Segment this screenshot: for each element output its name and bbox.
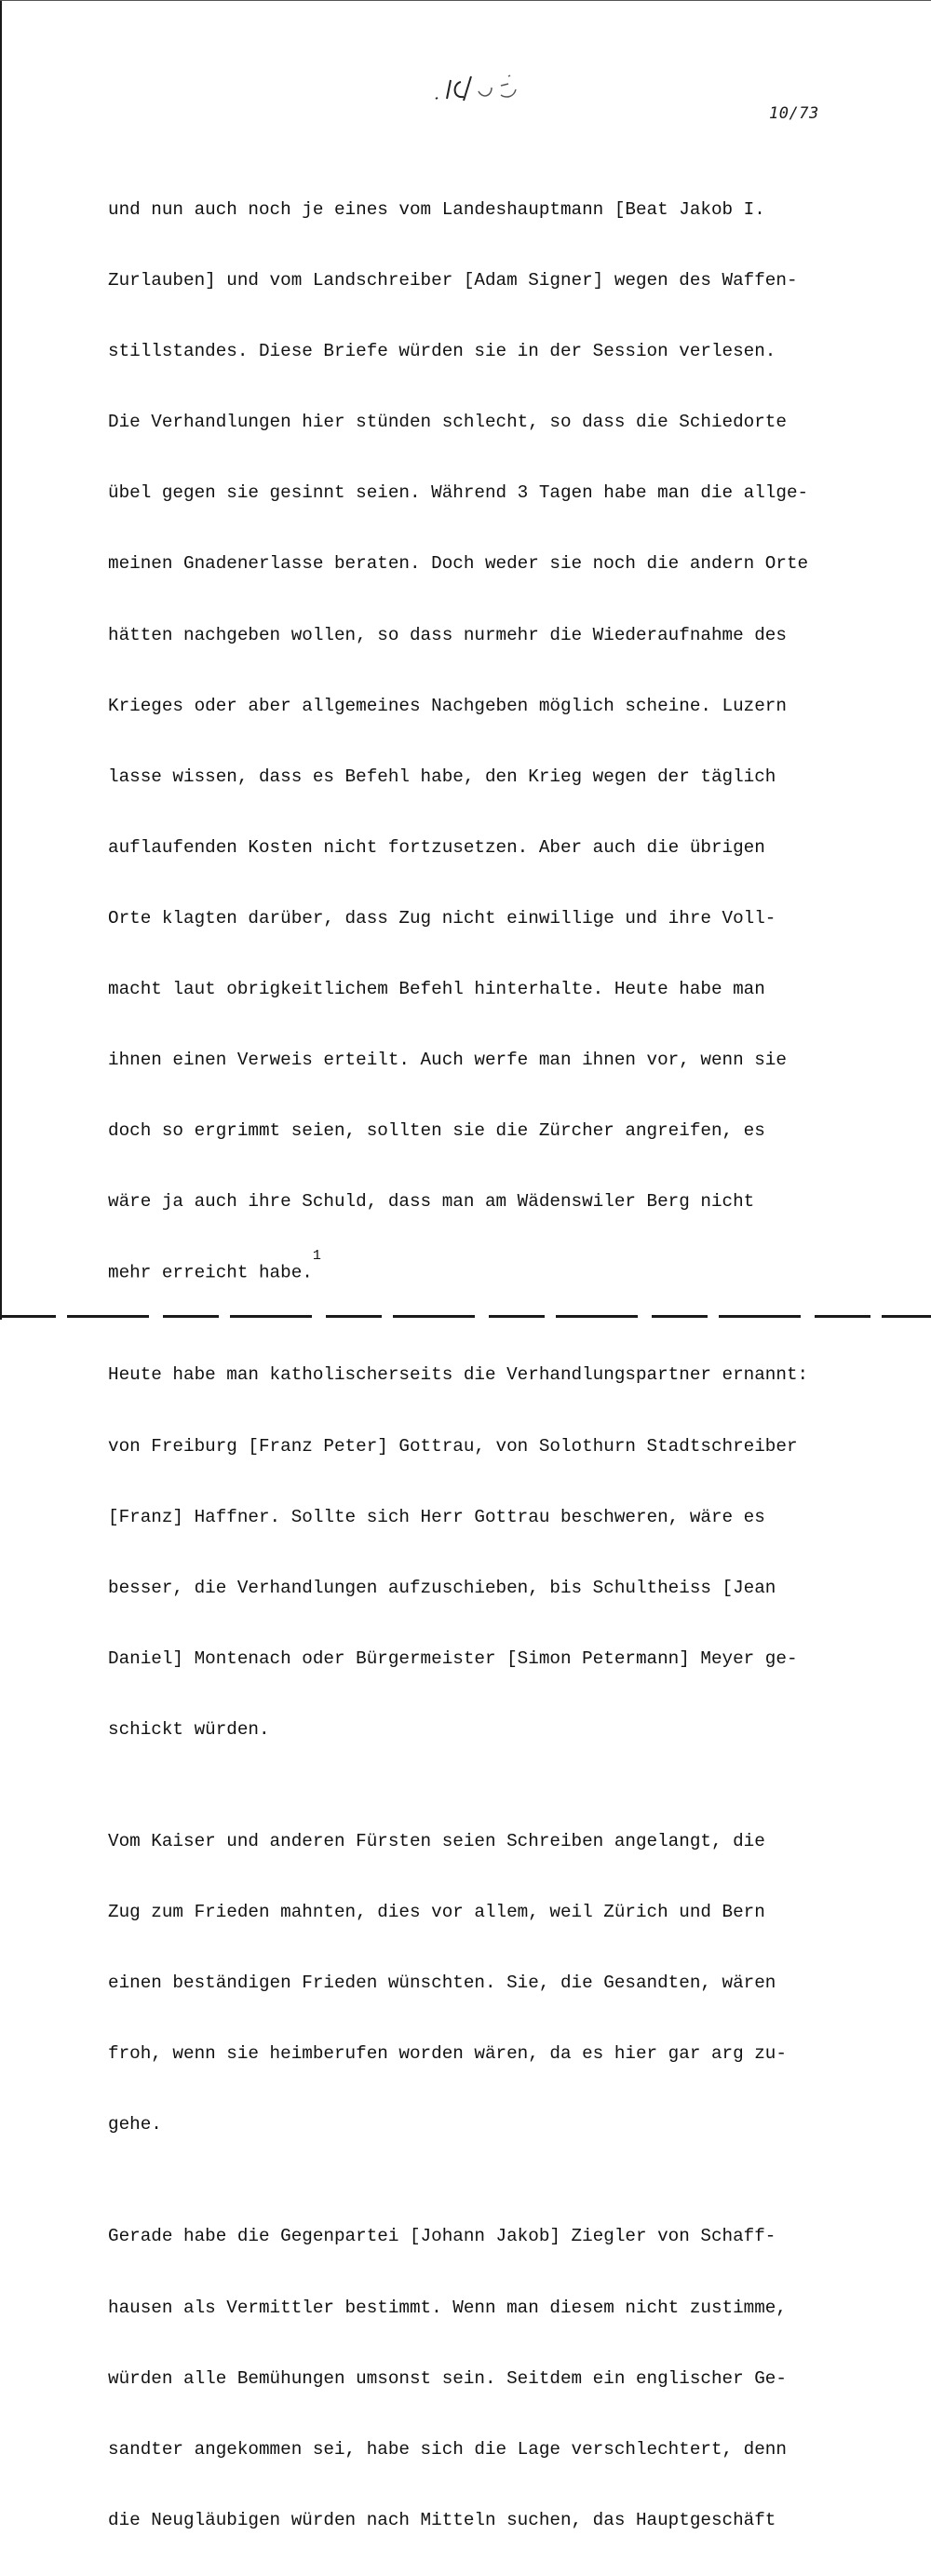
text-line: doch so ergrimmt seien, sollten sie die Zürcher angreifen, es	[108, 1120, 765, 1142]
scan-border-top	[0, 0, 931, 1]
text-line: gehe.	[108, 2114, 162, 2135]
footnote-reference: 1	[312, 1248, 321, 1265]
text-line: [Franz] Haffner. Sollte sich Herr Gottrau beschweren, wäre es	[108, 1506, 765, 1527]
text-line: ihnen einen Verweis erteilt. Auch werfe man ihnen vor, wenn sie	[108, 1050, 787, 1071]
text-line: die Neugläubigen würden nach Mitteln suchen, das Hauptgeschäft	[108, 2509, 776, 2530]
text-line: würden alle Bemühungen umsonst sein. Seitdem ein englischer Ge-	[108, 2367, 787, 2389]
handwritten-archive-mark	[430, 71, 533, 102]
text-line: Heute habe man katholischerseits die Verhandlungspartner ernannt:	[108, 1364, 809, 1386]
text-line: hausen als Vermittler bestimmt. Wenn man diesem nicht zustimme,	[108, 2297, 787, 2318]
text-line: Vom Kaiser und anderen Fürsten seien Schreiben angelangt, die	[108, 1830, 765, 1851]
text-line: übel gegen sie gesinnt seien. Während 3 Tagen habe man die allge-	[108, 482, 809, 504]
text-line: lasse wissen, dass es Befehl habe, den Krieg wegen der täglich	[108, 766, 776, 787]
text-line: besser, die Verhandlungen aufzuschieben, bis Schultheiss [Jean	[108, 1577, 776, 1598]
text-line: wäre ja auch ihre Schuld, dass man am Wädenswiler Berg nicht	[108, 1191, 755, 1213]
text-line: einen beständigen Frieden wünschten. Sie, die Gesandten, wären	[108, 1973, 776, 1994]
text-line: auflaufenden Kosten nicht fortzusetzen. Aber auch die übrigen	[108, 836, 765, 858]
text-line: stillstandes. Diese Briefe würden sie in der Session verlesen.	[108, 341, 776, 362]
text-line-content: mehr erreicht habe.	[108, 1262, 313, 1283]
text-line: Gerade habe die Gegenpartei [Johann Jakob] Ziegler von Schaff-	[108, 2226, 776, 2247]
text-line: Zug zum Frieden mahnten, dies vor allem, weil Zürich und Bern	[108, 1902, 765, 1923]
text-line: Krieges oder aber allgemeines Nachgeben möglich scheine. Luzern	[108, 695, 787, 716]
text-line: Daniel] Montenach oder Bürgermeister [Simon Petermann] Meyer ge-	[108, 1647, 798, 1669]
text-line: hätten nachgeben wollen, so dass nurmehr die Wiederaufnahme des	[108, 624, 787, 645]
text-line: Zurlauben] und vom Landschreiber [Adam Signer] wegen des Waffen-	[108, 270, 798, 291]
text-line: froh, wenn sie heimberufen worden wären, da es hier gar arg zu-	[108, 2043, 787, 2065]
text-line: meinen Gnadenerlasse beraten. Doch weder sie noch die andern Orte	[108, 553, 809, 575]
text-line: macht laut obrigkeitlichem Befehl hinterhalte. Heute habe man	[108, 979, 765, 1000]
text-line: von Freiburg [Franz Peter] Gottrau, von Solothurn Stadtschreiber	[108, 1435, 798, 1457]
page-number: 10/73	[769, 104, 819, 123]
text-line: Orte klagten darüber, dass Zug nicht einwillige und ihre Voll-	[108, 907, 776, 929]
text-line: schickt würden.	[108, 1718, 270, 1740]
text-line	[108, 1248, 853, 1283]
scan-border-left	[0, 0, 2, 1320]
body-text	[108, 133, 853, 2576]
text-line: sandter angekommen sei, habe sich die Lage verschlechtert, denn	[108, 2438, 787, 2460]
text-line: Die Verhandlungen hier stünden schlecht, so dass die Schiedorte	[108, 412, 787, 433]
text-line: und nun auch noch je eines vom Landeshauptmann [Beat Jakob I.	[108, 199, 765, 220]
